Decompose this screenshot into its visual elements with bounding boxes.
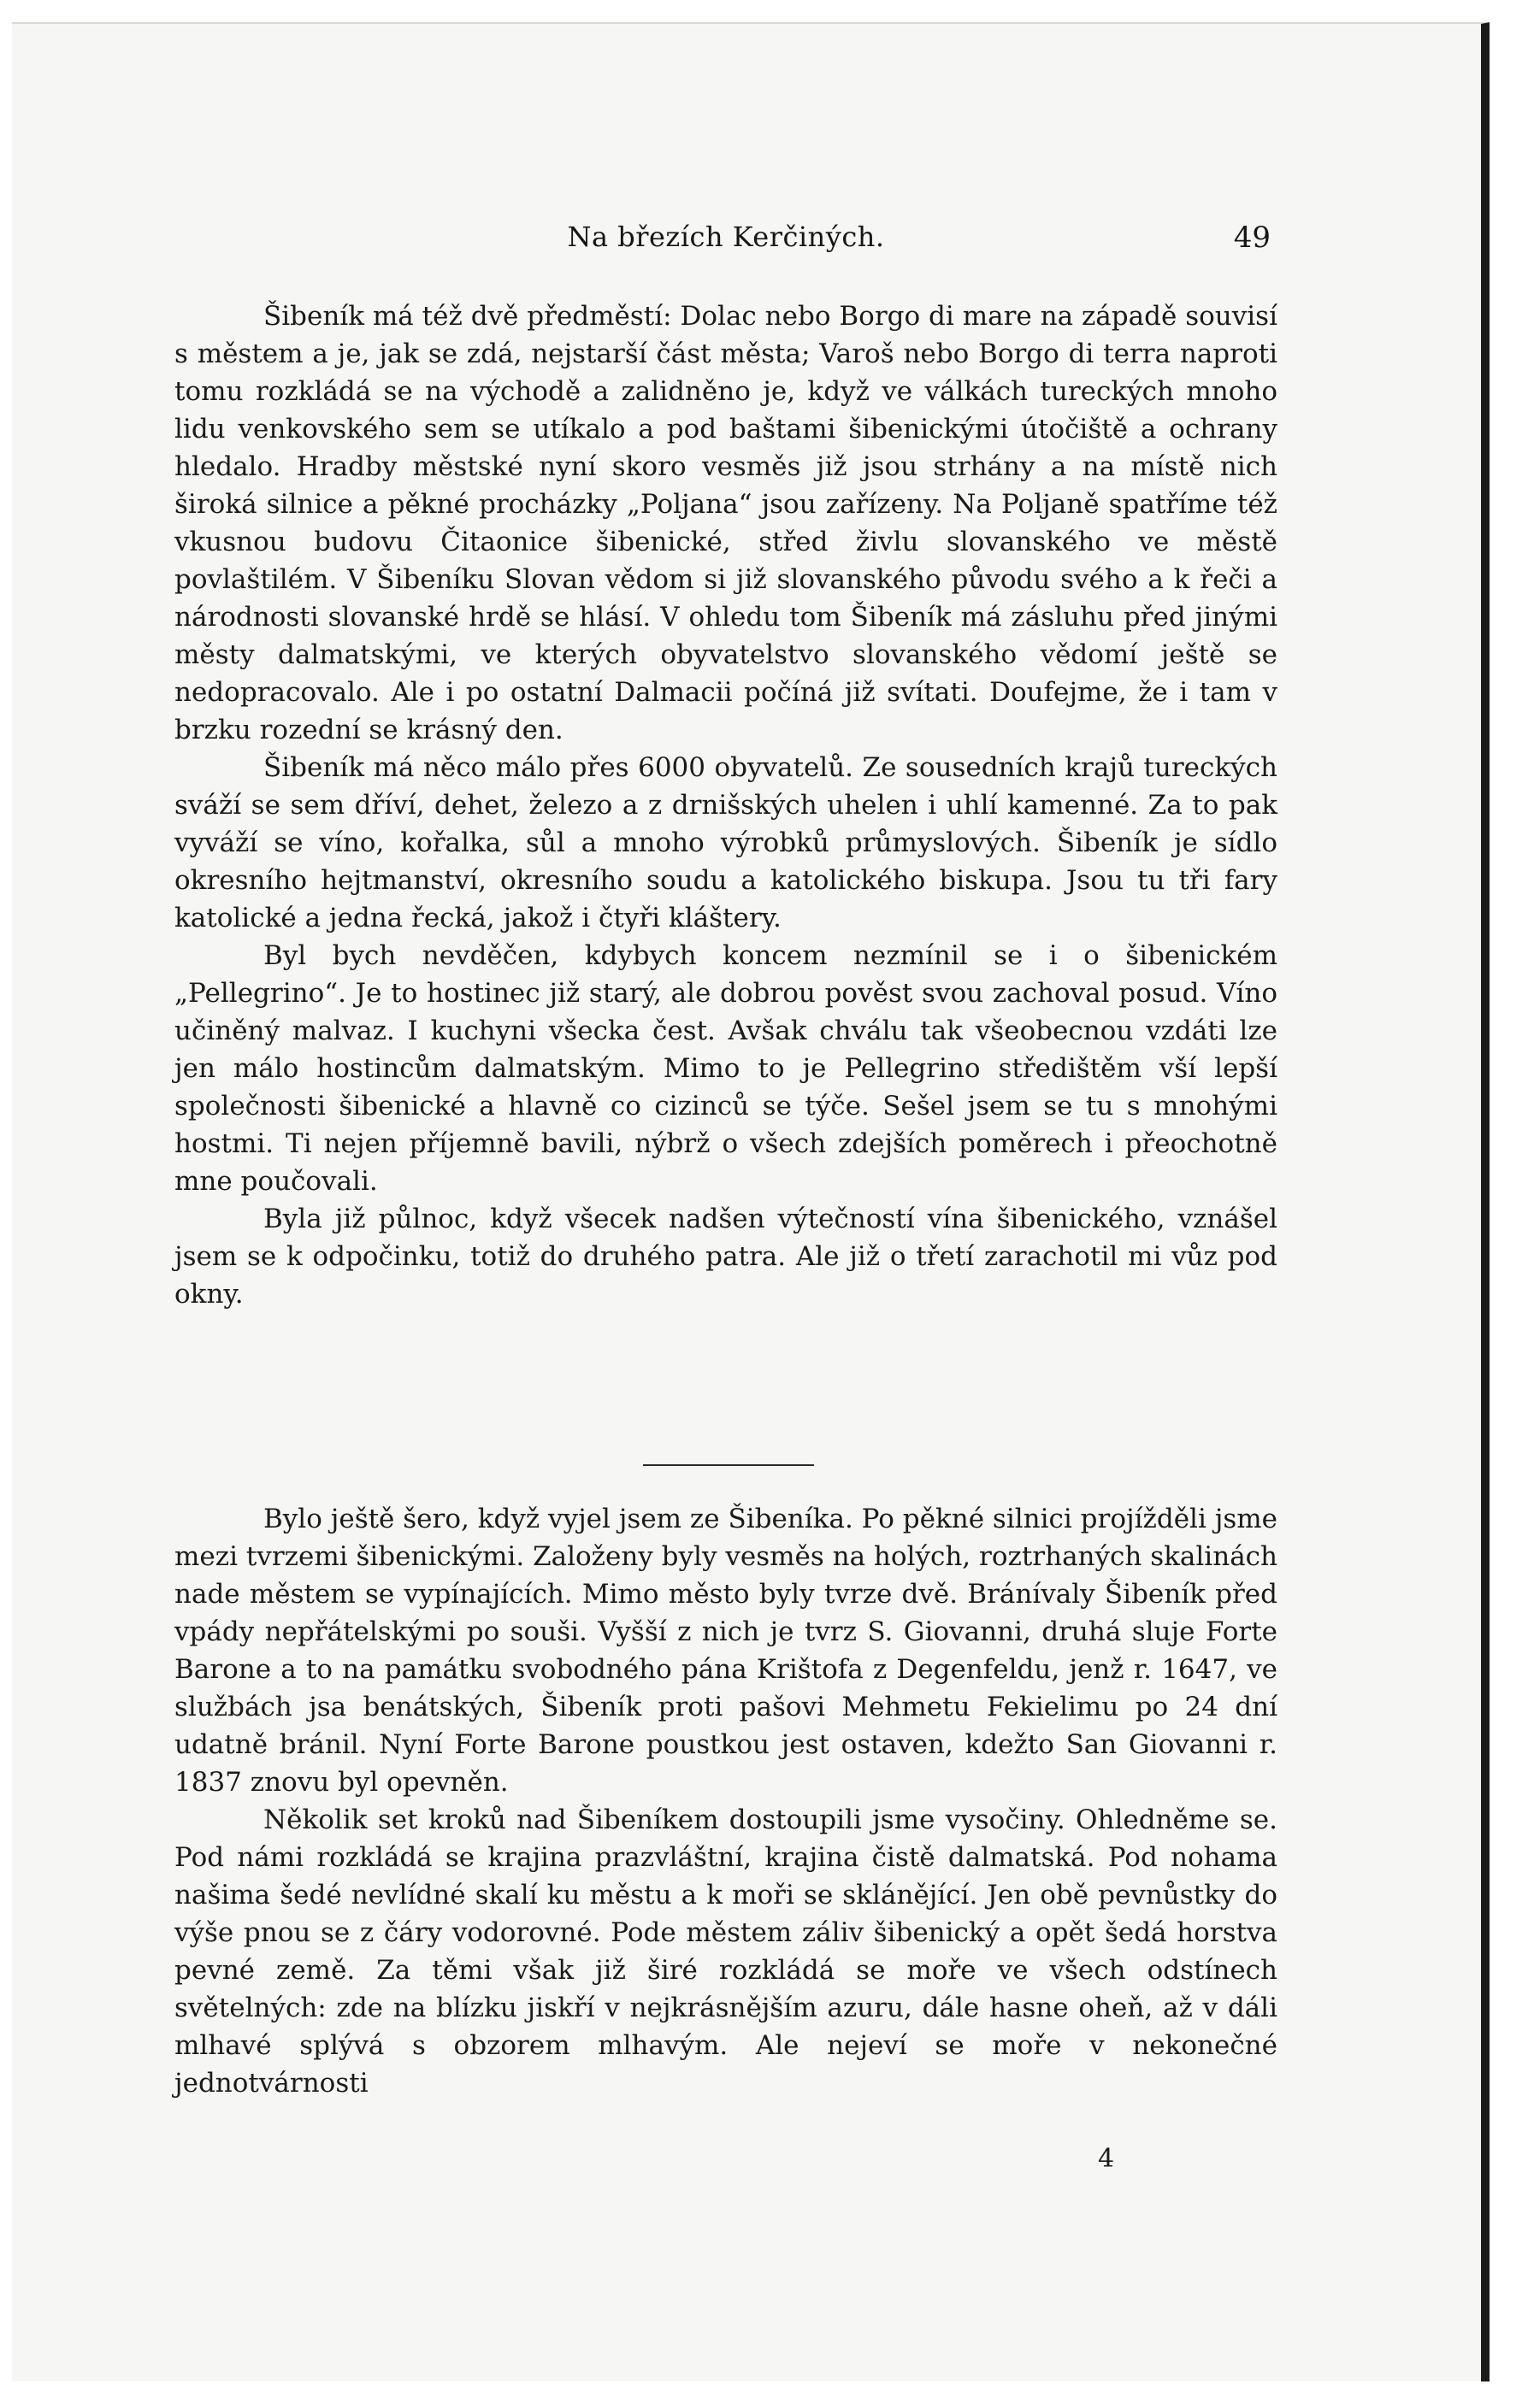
section-departure [174,1500,1277,2102]
running-title: Na březích Kerčiných. [567,221,885,253]
book-page [12,22,1490,2382]
paragraph: Šibeník má též dvě předměstí: Dolac nebo Borgo di mare na západě souvisí s městem a je, jak se zdá, nejstarší část města; Varoš nebo Borgo di terra naproti tomu rozkládá se na východě a zalidněno je, když ve válkách tureckých mnoho lidu venkovského sem se utíkalo a pod baštami šibenickými útočiště a ochrany hledalo. Hradby městské nyní skoro vesměs již jsou strhány a na místě nich široká silnice a pěkné procházky „Poljana“ jsou zařízeny. Na Poljaně spatříme též vkusnou budovu Čitaonice šibenické, střed živlu slovanského ve městě povlaštilém. V Šibeníku Slovan vědom si již slovanského původu svého a k řeči a národnosti slovanské hrdě se hlásí. V ohledu tom Šibeník má zásluhu před jinými městy dalmatskými, ve kterých obyvatelstvo slovanského vědomí ještě se nedopracovalo. Ale i po ostatní Dalmacii počíná již svítati. Doufejme, že i tam v brzku rozední se krásný den. [174,301,1277,745]
paragraph: Šibeník má něco málo přes 6000 obyvatelů. Ze sousedních krajů tureckých sváží se sem dříví, dehet, železo a z drnišských uhelen i uhlí kamenné. Za to pak vyváží se víno, kořalka, sůl a mnoho výrobků průmyslových. Šibeník je sídlo okresního hejtmanství, okresního soudu a katolického biskupa. Jsou tu tři fary katolické a jedna řecká, jakož i čtyři kláštery. [174,752,1277,933]
paragraph: Byl bych nevděčen, kdybych koncem nezmínil se i o šibenickém „Pellegrino“. Je to hostinec již starý, ale dobrou pověst svou zachoval posud. Víno učiněný malvaz. I kuchyni všecka čest. Avšak chválu tak všeobecnou vzdáti lze jen málo hostincům dalmatským. Mimo to je Pellegrino středištěm vší lepší společnosti šibenické a hlavně co cizinců se týče. Sešel jsem se tu s mnohými hostmi. Ti nejen příjemně bavili, nýbrž o všech zdejších poměrech i přeochotně mne poučovali. [174,940,1277,1197]
paragraph: Několik set kroků nad Šibeníkem dostoupili jsme vysočiny. Ohledněme se. Pod námi rozkládá se krajina prazvláštní, krajina čistě dalmatská. Pod nohama našima šedé nevlídné skalí ku městu a k moři se sklánějící. Jen obě pevnůstky do výše pnou se z čáry vodorovné. Pode městem záliv šibenický a opět šedá horstva pevné země. Za těmi však již širé rozkládá se moře ve všech odstínech světelných: zde na blízku jiskří v nejkrásnějším azuru, dále hasne oheň, až v dáli mlhavé splývá s obzorem mlhavým. Ale nejeví se moře v nekonečné jednotvárnosti [174,1805,1277,2099]
paragraph: Byla již půlnoc, když všecek nadšen výtečností vína šibenického, vznášel jsem se k odpočinku, totiž do druhého patra. Ale již o třetí zarachotil mi vůz pod okny. [174,1204,1277,1310]
running-header [174,214,1277,262]
page-number: 49 [1233,221,1271,255]
paragraph: Bylo ještě šero, když vyjel jsem ze Šibeníka. Po pěkné silnici projížděli jsme mezi tvrzemi šibenickými. Založeny byly vesměs na holých, roztrhaných skalinách nade městem se vypínajících. Mimo město byly tvrze dvě. Bránívaly Šibeník před vpády nepřátelskými po souši. Vyšší z nich je tvrz S. Giovanni, druhá sluje Forte Barone a to na památku svobodného pána Krištofa z Degenfeldu, jenž r. 1647, ve službách jsa benátských, Šibeník proti pašovi Mehmetu Fekielimu po 24 dní udatně bránil. Nyní Forte Barone poustkou jest ostaven, kdežto San Giovanni r. 1837 znovu byl opevněn. [174,1504,1277,1798]
printer-signature-mark: 4 [1098,2144,1115,2174]
section-sibenik-town [174,297,1277,1313]
section-divider-rule [643,1464,814,1466]
